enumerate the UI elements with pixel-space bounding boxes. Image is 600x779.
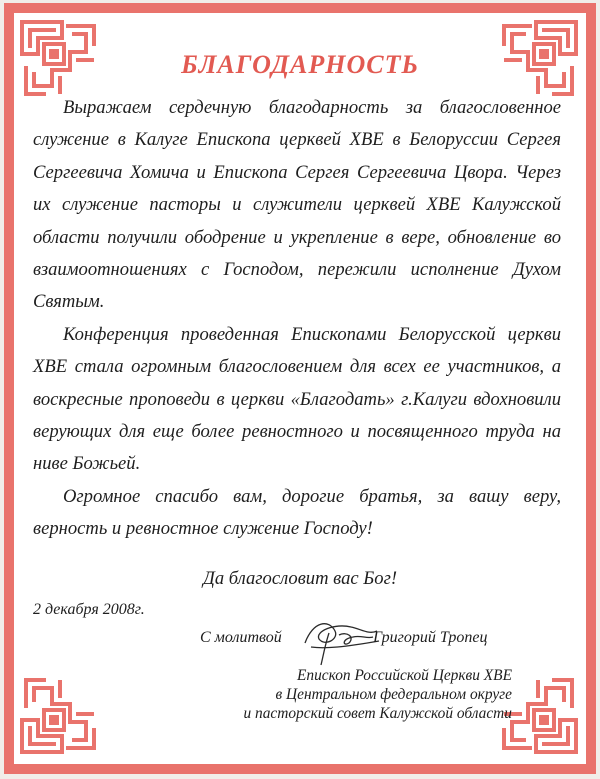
signature-prefix: С молитвой [200, 629, 282, 646]
corner-ornament-bottom-left [18, 676, 98, 756]
signature-line [200, 627, 530, 657]
paragraph-1: Выражаем сердечную благодарность за благословенное служение в Калуге Епископа церквей ХВЕ в Белоруссии Сергея Сергеевича Хомича и Епископа Сергея Сергеевича Цвора. Через их служение пасторы и служители церквей ХВЕ Калужской области получили ободрение и укрепление в вере, обновление во взаимоотношениях с Господом, пережили исполнение Духом Святым. [33, 97, 561, 313]
paragraph-3: Огромное спасибо вам, дорогие братья, за вашу веру, верность и ревностное служение Господу! [33, 485, 561, 540]
letter-body [33, 92, 561, 546]
position-line-3: и пасторский совет Калужской области [243, 705, 512, 722]
position-line-1: Епископ Российской Церкви ХВЕ [296, 667, 512, 684]
paragraph-2: Конференция проведенная Епископами Белорусской церкви ХВЕ стала огромным благословением для всех ее участников, а воскресные проповеди в церкви «Благодать» г.Калуги вдохновили верующих для еще более ревностного и посвященного труда на ниве Божьей. [33, 323, 561, 475]
signatory-name: Григорий Тропец [373, 629, 488, 646]
document-title: БЛАГОДАРНОСТЬ [181, 50, 419, 79]
position-line-2: в Центральном федеральном округе [275, 686, 512, 703]
corner-ornament-bottom-right [500, 676, 580, 756]
blessing-line: Да благословит вас Бог! [202, 568, 398, 589]
letter-date: 2 декабря 2008г. [33, 601, 145, 618]
signatory-position [243, 666, 512, 723]
handwritten-signature [295, 613, 385, 668]
